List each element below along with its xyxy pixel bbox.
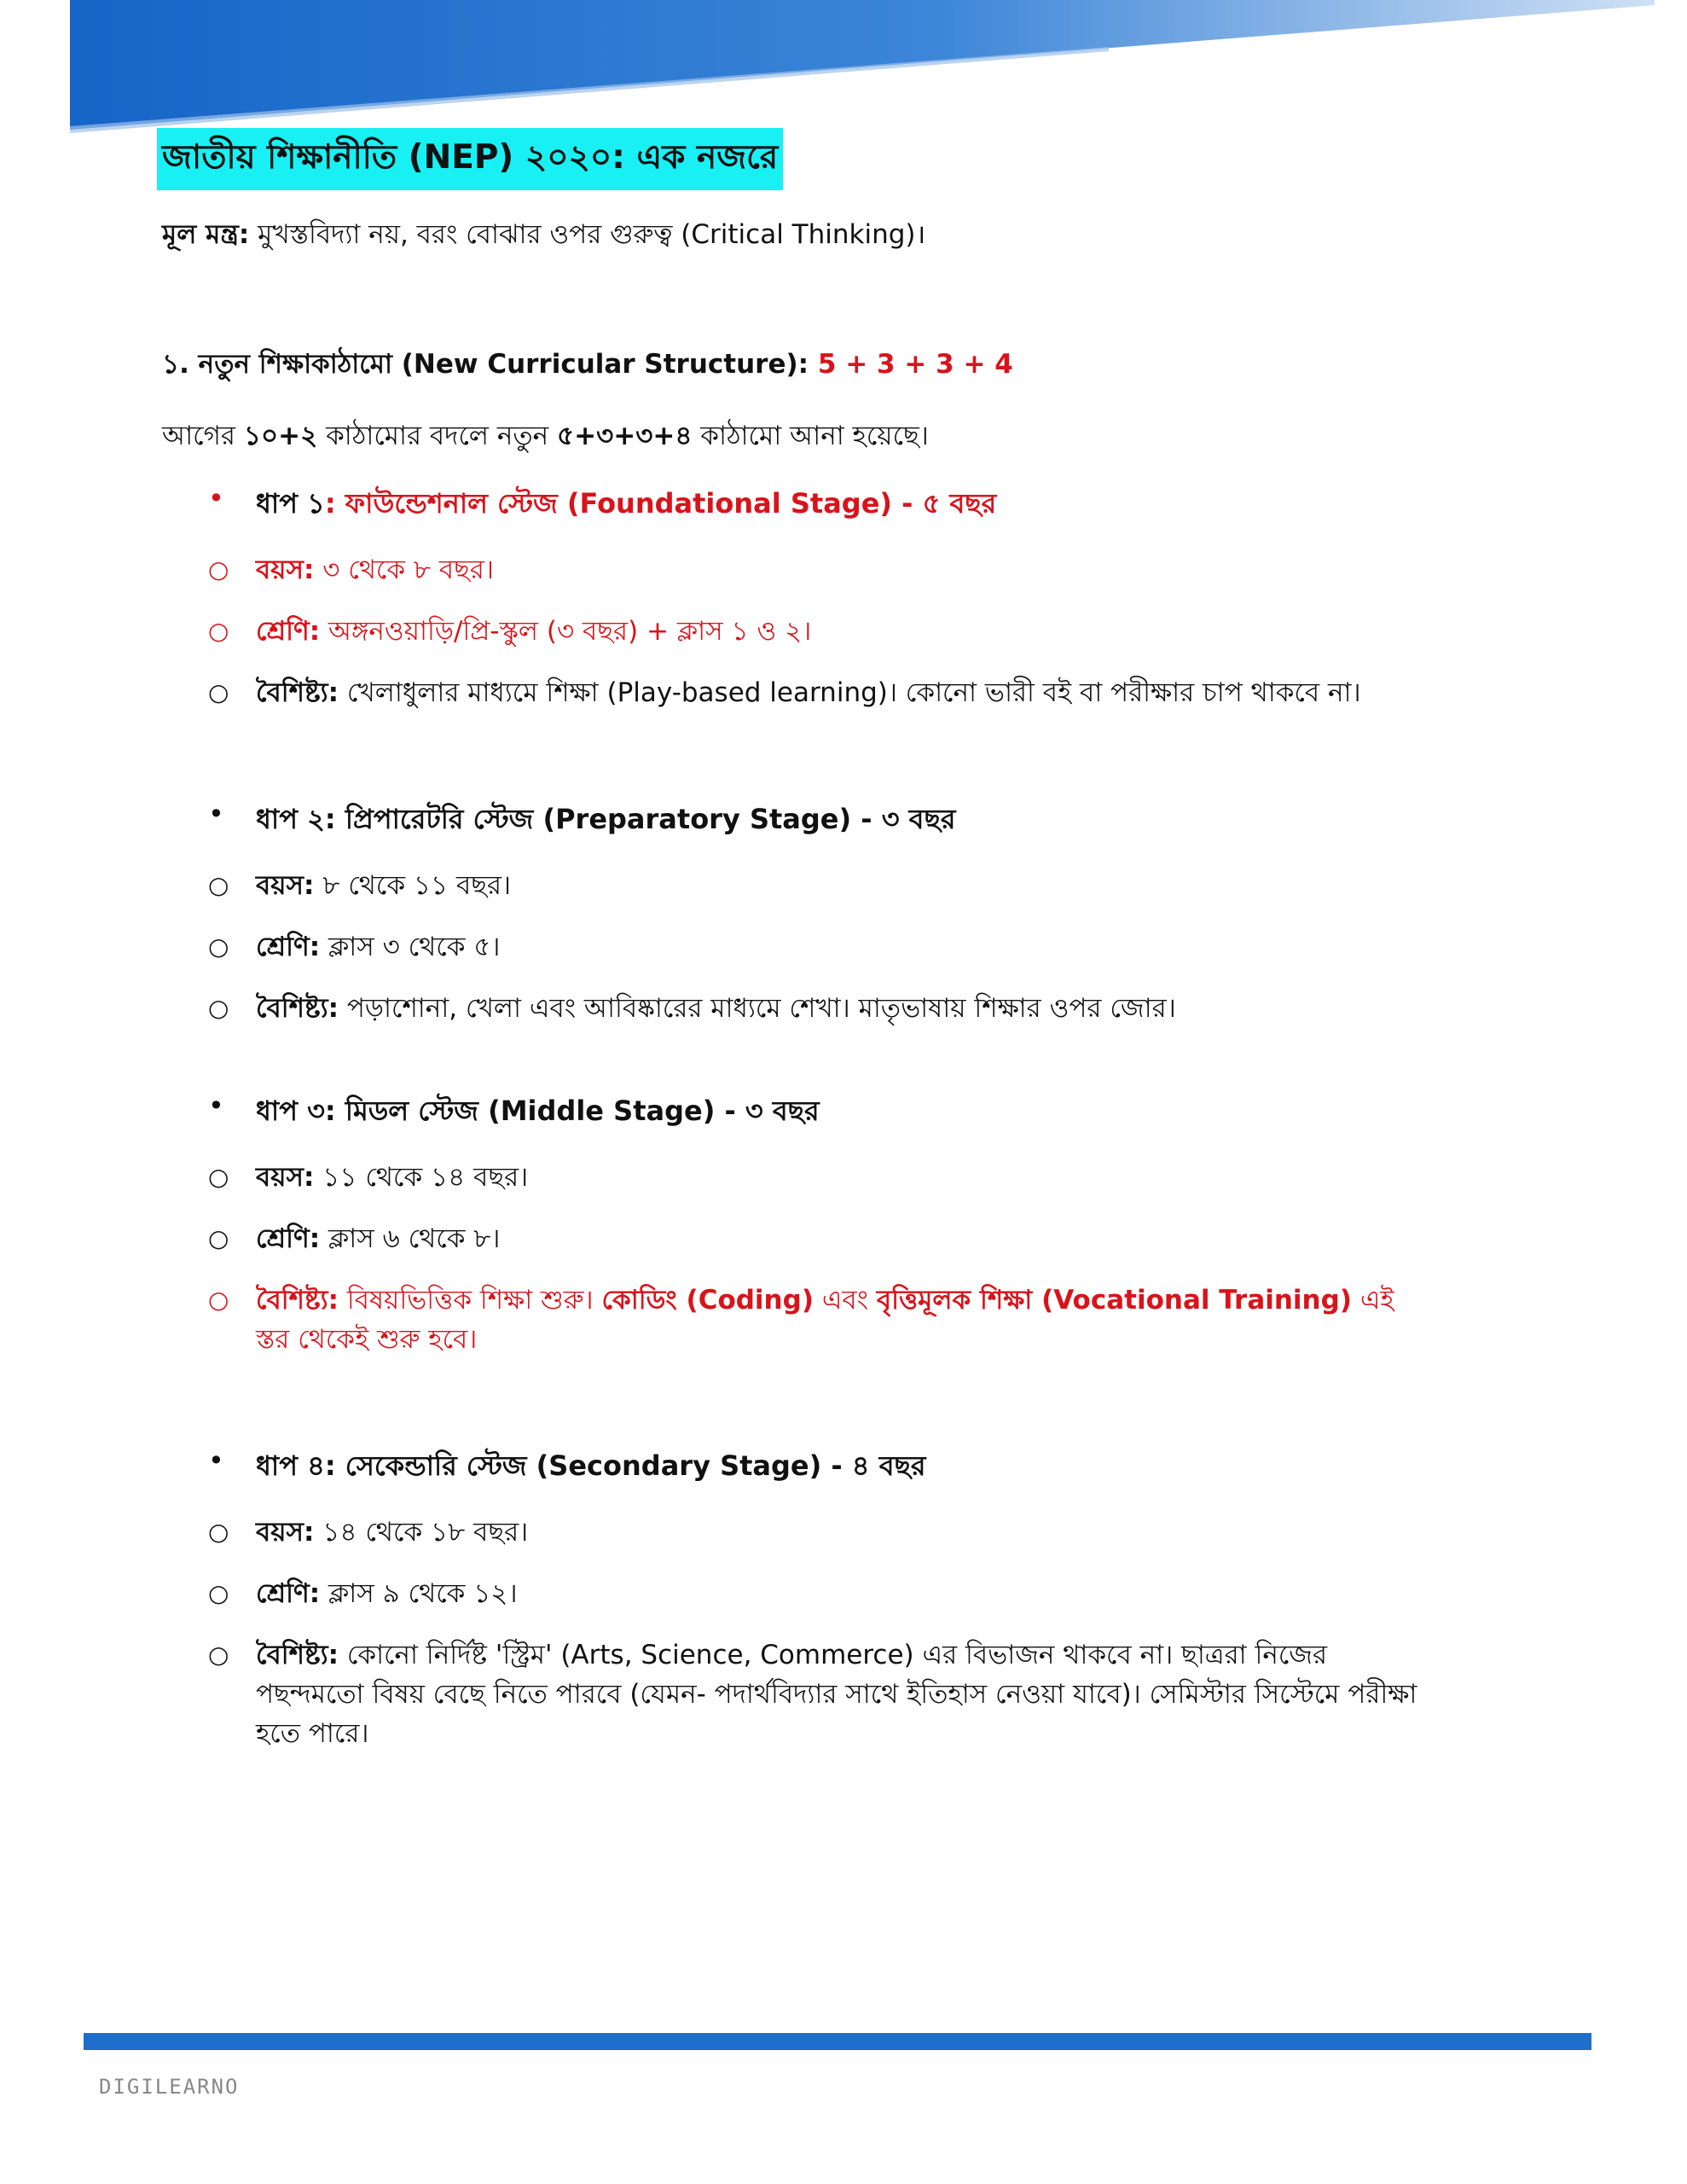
item-text: খেলাধুলার মাধ্যমে শিক্ষা (Play-based learning)। কোনো ভারী বই বা পরীক্ষার চাপ থাকবে না। <box>338 677 1361 708</box>
new-structure: ৫+৩+৩+৪ <box>556 421 693 451</box>
bullet-icon: • <box>208 482 224 514</box>
circle-bullet-icon: ○ <box>208 1163 229 1191</box>
item-label: শ্রেণি: <box>256 1578 321 1609</box>
stage-2-title: ধাপ ২: প্রিপারেটরি স্টেজ (Preparatory Stage) - ৩ বছর <box>256 803 956 835</box>
item-text: ১৪ থেকে ১৮ বছর। <box>314 1517 529 1548</box>
circle-bullet-icon: ○ <box>208 994 229 1022</box>
stage-2-details <box>162 866 1544 1028</box>
list-item <box>208 1574 1544 1613</box>
list-item <box>208 1635 1441 1753</box>
stage-3 <box>208 1089 1544 1136</box>
stage-2 <box>208 798 1544 844</box>
stage-4-title: ধাপ ৪: সেকেন্ডারি স্টেজ (Secondary Stage) - ৪ বছর <box>256 1449 926 1482</box>
item-text: ৮ থেকে ১১ বছর। <box>314 870 512 901</box>
item-label: বৈশিষ্ট্য: <box>256 1285 339 1316</box>
item-label: বৈশিষ্ট্য: <box>256 993 339 1024</box>
list-item <box>208 673 1407 712</box>
stage-title-text: : ফাউন্ডেশনাল স্টেজ (Foundational Stage) - ৫ বছর <box>324 487 997 520</box>
footer-brand: DIGILEARNO <box>99 2075 240 2099</box>
page-title: জাতীয় শিক্ষানীতি (NEP) ২০২০: এক নজরে <box>157 128 783 190</box>
section-intro <box>162 415 1544 460</box>
list-item <box>208 1513 1544 1552</box>
item-text: ৩ থেকে ৮ বছর। <box>314 555 495 585</box>
item-text: ১১ থেকে ১৪ বছর। <box>314 1162 529 1193</box>
circle-bullet-icon: ○ <box>208 1641 229 1669</box>
header-banner <box>0 0 1687 145</box>
coding-highlight: কোডিং (Coding) <box>601 1285 814 1316</box>
item-label: শ্রেণি: <box>256 616 321 647</box>
item-text: কোনো নির্দিষ্ট 'স্ট্রিম' (Arts, Science, Commerce) এর বিভাজন থাকবে না। ছাত্ররা নিজের পছন্দমতো বিষয় বেছে নিতে পারবে (যেমন- পদার্থবিদ্যার সাথে ইতিহাস নেওয়া যাবে)। সেমিস্টার সিস্টেমে পরীক্ষা হতে পারে। <box>256 1640 1417 1749</box>
item-label: বৈশিষ্ট্য: <box>256 677 339 708</box>
section-heading-text: ১. নতুন শিক্ষাকাঠামো (New Curricular Structure): <box>162 349 818 380</box>
stage-label: ধাপ ১ <box>256 487 325 520</box>
stage-1 <box>208 482 1544 528</box>
item-label: বয়স: <box>256 555 315 585</box>
document-body <box>162 128 1544 1753</box>
list-item <box>208 866 1544 905</box>
bullet-icon: • <box>208 1444 224 1477</box>
item-text: বিষয়ভিত্তিক শিক্ষা শুরু। <box>338 1285 602 1316</box>
item-label: বৈশিষ্ট্য: <box>256 1640 339 1670</box>
circle-bullet-icon: ○ <box>208 1579 229 1607</box>
bullet-icon: • <box>208 1089 224 1122</box>
item-label: শ্রেণি: <box>256 932 321 962</box>
item-text: পড়াশোনা, খেলা এবং আবিষ্কারের মাধ্যমে শেখা। মাতৃভাষায় শিক্ষার ওপর জোর। <box>338 993 1176 1024</box>
circle-bullet-icon: ○ <box>208 1286 229 1314</box>
item-text: ক্লাস ৬ থেকে ৮। <box>320 1223 501 1254</box>
item-text: এবং <box>814 1285 877 1316</box>
structure-formula: 5 + 3 + 3 + 4 <box>817 349 1013 380</box>
stage-4-details <box>162 1513 1544 1753</box>
item-text: এই স্তর থেকেই শুরু হবে। <box>256 1285 1394 1355</box>
item-text: ক্লাস ৯ থেকে ১২। <box>320 1578 518 1609</box>
vocational-highlight: বৃত্তিমূলক শিক্ষা (Vocational Training) <box>876 1285 1352 1316</box>
intro-text: আগের <box>162 421 244 451</box>
item-label: শ্রেণি: <box>256 1223 321 1254</box>
item-text: ক্লাস ৩ থেকে ৫। <box>320 932 501 962</box>
old-structure: ১০+২ <box>243 421 318 451</box>
circle-bullet-icon: ○ <box>208 1224 229 1252</box>
circle-bullet-icon: ○ <box>208 871 229 899</box>
list-item <box>208 1219 1544 1258</box>
intro-text: কাঠামো আনা হয়েছে। <box>692 421 929 451</box>
circle-bullet-icon: ○ <box>208 617 229 645</box>
item-label: বয়স: <box>256 1162 315 1193</box>
tagline <box>162 214 1544 258</box>
stage-3-details <box>162 1158 1544 1359</box>
stage-1-details <box>162 550 1544 712</box>
intro-text: কাঠামোর বদলে নতুন <box>317 421 557 451</box>
list-item <box>208 550 1544 590</box>
item-label: বয়স: <box>256 1517 315 1548</box>
footer-bar <box>84 2033 1591 2050</box>
circle-bullet-icon: ○ <box>208 555 229 584</box>
item-label: বয়স: <box>256 870 315 901</box>
stage-1-title <box>256 482 1544 528</box>
list-item <box>208 1158 1544 1197</box>
list-item <box>208 1281 1407 1359</box>
list-item <box>208 927 1544 967</box>
stage-3-title: ধাপ ৩: মিডল স্টেজ (Middle Stage) - ৩ বছর <box>256 1095 820 1127</box>
list-item <box>208 989 1544 1028</box>
item-text: অঙ্গনওয়াড়ি/প্রি-স্কুল (৩ বছর) + ক্লাস ১ ও ২। <box>320 616 812 647</box>
bullet-icon: • <box>208 798 224 830</box>
circle-bullet-icon: ○ <box>208 1518 229 1546</box>
section-heading <box>162 344 1544 388</box>
circle-bullet-icon: ○ <box>208 678 229 706</box>
list-item <box>208 612 1544 651</box>
circle-bullet-icon: ○ <box>208 932 229 961</box>
tagline-text: মুখস্তবিদ্যা নয়, বরং বোঝার ওপর গুরুত্ব (Critical Thinking)। <box>249 219 926 250</box>
stage-4 <box>208 1444 1544 1490</box>
tagline-label: মূল মন্ত্র: <box>162 219 250 250</box>
